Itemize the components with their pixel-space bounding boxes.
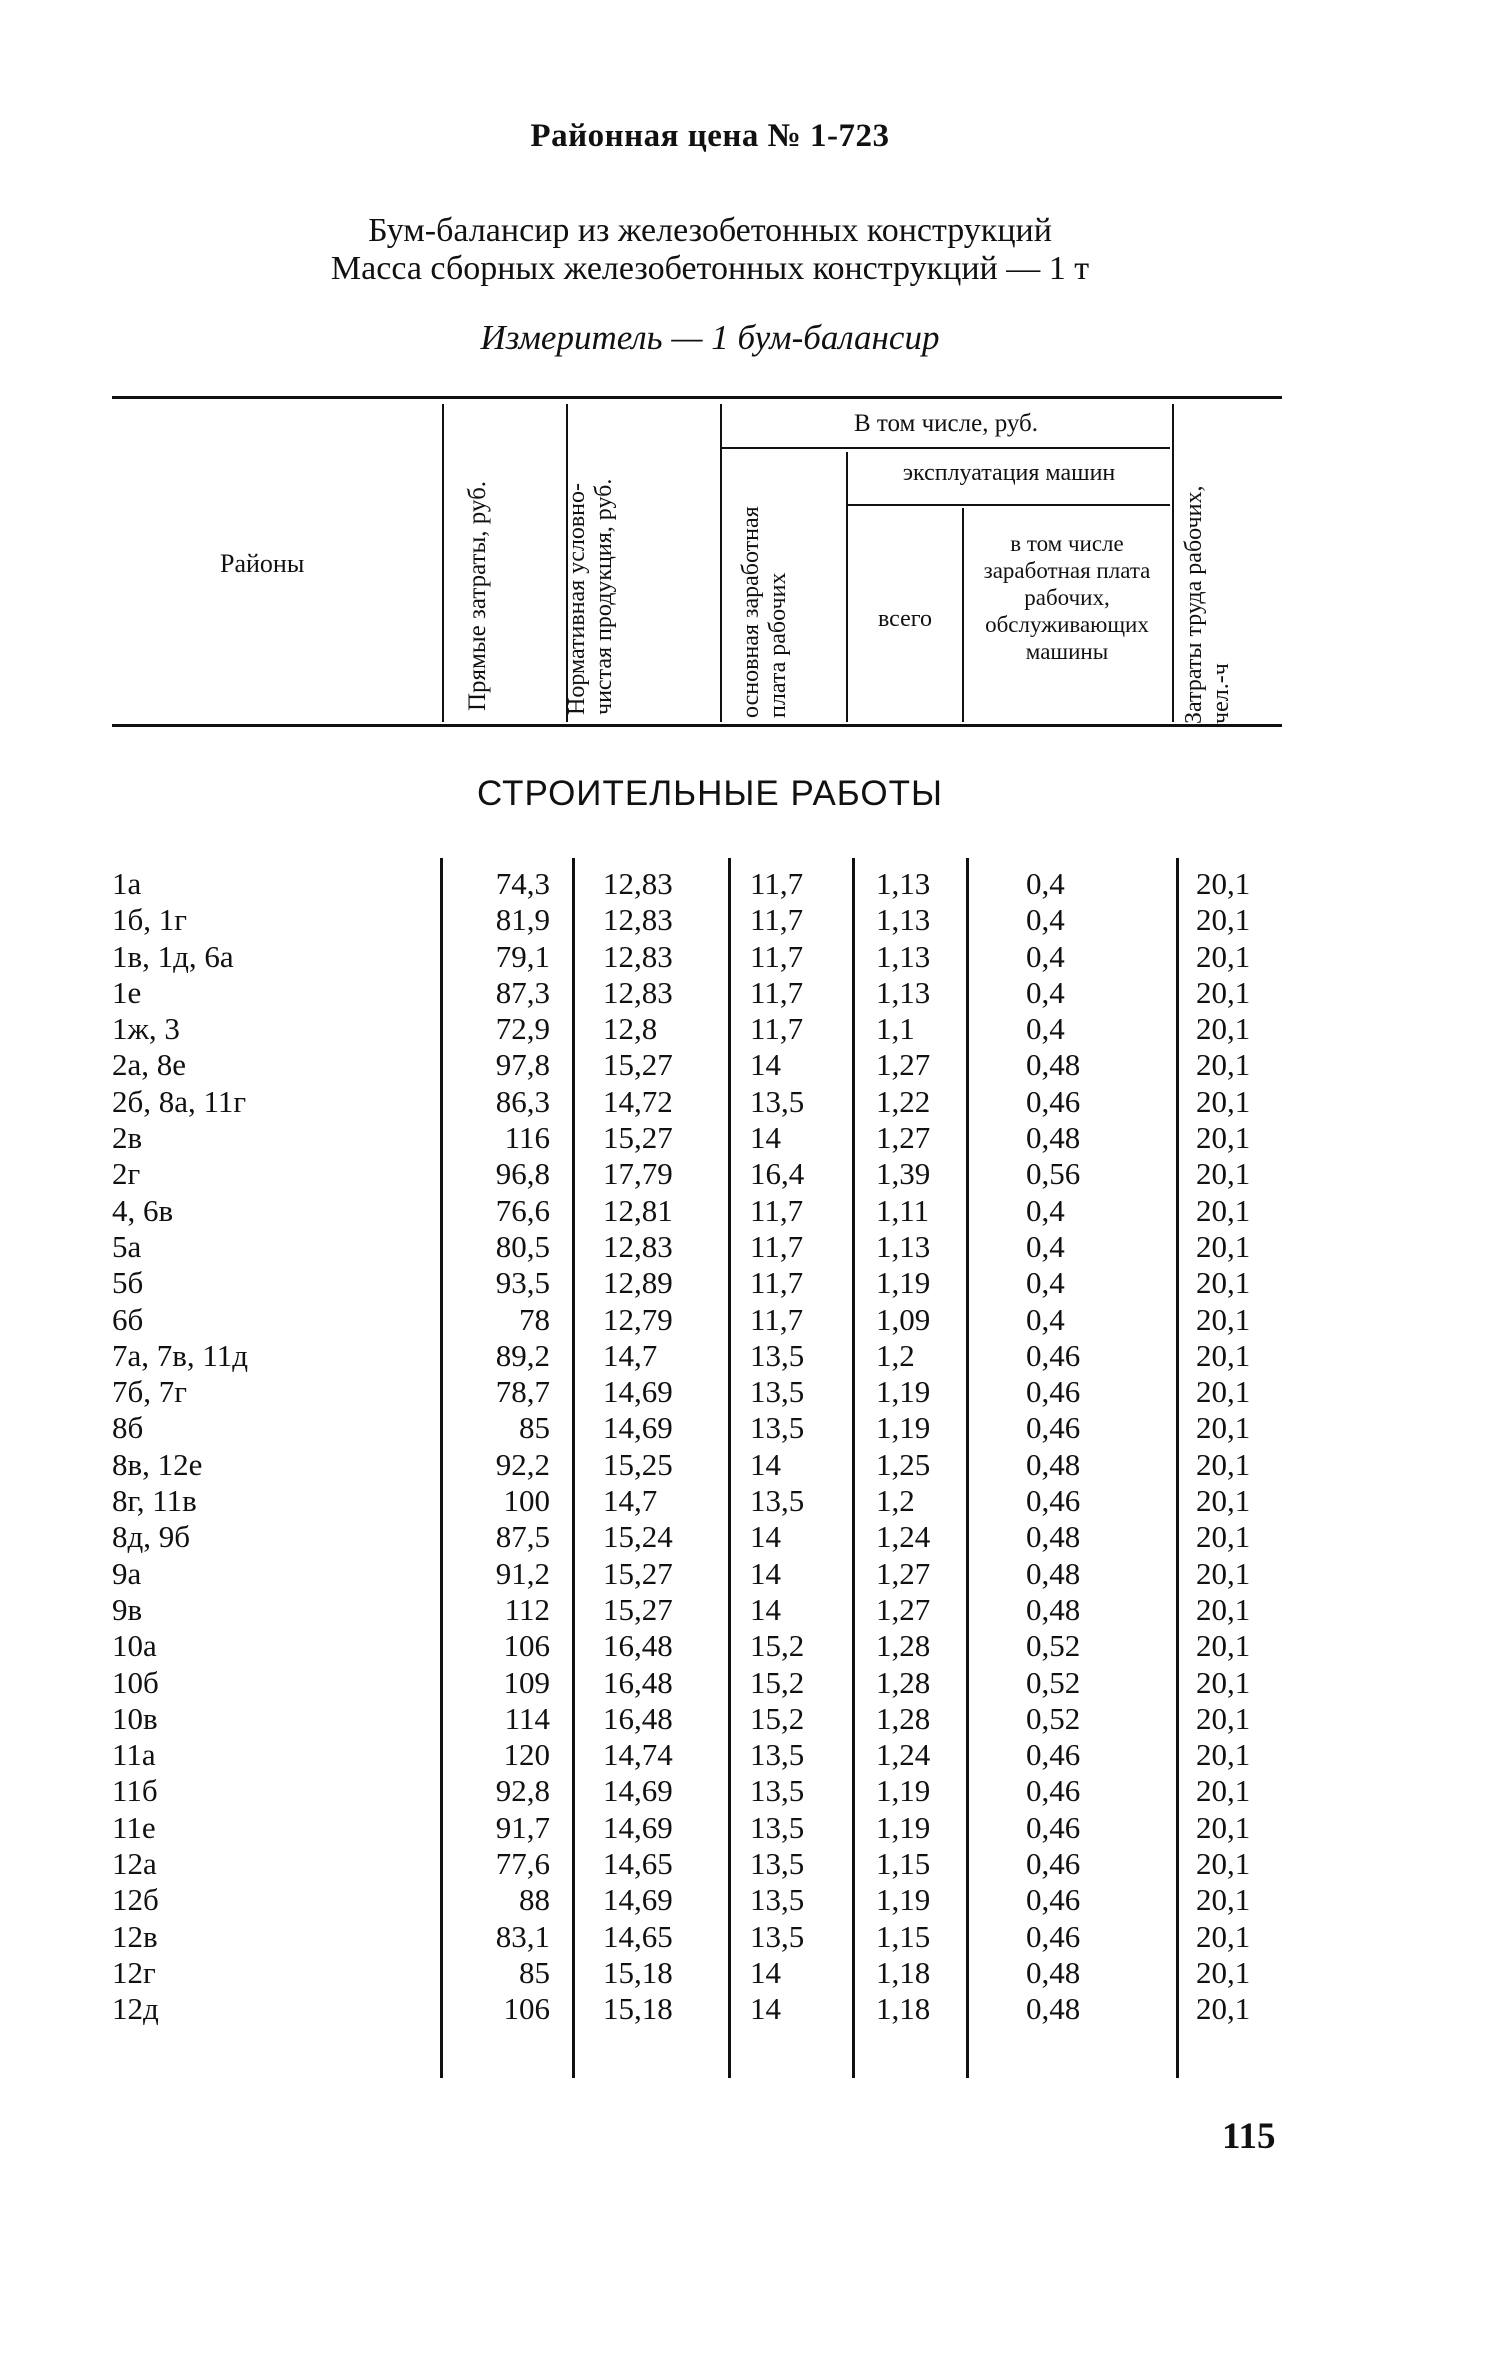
cell-total: 1,15: [876, 1918, 931, 1954]
cell-norm: 15,27: [603, 1555, 673, 1591]
page-title: Районная цена № 1-723: [530, 118, 890, 154]
cell-labor: 20,1: [1196, 1301, 1251, 1337]
cell-wage: 13,5: [750, 1410, 805, 1446]
cell-incl: 0,4: [1026, 1011, 1065, 1047]
cell-incl: 0,48: [1026, 1555, 1081, 1591]
cell-total: 1,19: [876, 1882, 931, 1918]
cell-incl: 0,4: [1026, 1301, 1065, 1337]
cell-norm: 14,69: [603, 1809, 673, 1845]
cell-direct: 91,2: [495, 1555, 550, 1591]
cell-labor: 20,1: [1196, 1846, 1251, 1882]
cell-incl: 0,4: [1026, 974, 1065, 1010]
cell-total: 1,1: [876, 1011, 915, 1047]
cell-total: 1,25: [876, 1446, 931, 1482]
cell-total: 1,28: [876, 1628, 931, 1664]
cell-wage: 13,5: [750, 1809, 805, 1845]
col-divider-3: [720, 404, 722, 722]
header-bottom-rule: [112, 724, 1282, 727]
cell-wage: 11,7: [750, 974, 804, 1010]
table-row: [0, 1302, 1420, 1338]
cell-direct: 85: [519, 1410, 550, 1446]
cell-norm: 12,81: [603, 1192, 673, 1228]
cell-region: 1а: [112, 866, 142, 901]
cell-norm: 14,69: [603, 1773, 673, 1809]
cell-total: 1,18: [876, 1991, 931, 2027]
cell-direct: 76,6: [495, 1192, 550, 1228]
cell-region: 10б: [112, 1664, 159, 1700]
cell-direct: 112: [504, 1591, 550, 1627]
table-row: [0, 1592, 1420, 1628]
cell-direct: 114: [504, 1700, 550, 1736]
cell-wage: 15,2: [750, 1628, 805, 1664]
table-row: [0, 1374, 1420, 1410]
cell-total: 1,28: [876, 1700, 931, 1736]
cell-wage: 15,2: [750, 1700, 805, 1736]
header-base-wage: основная заработная плата рабочих: [738, 506, 791, 718]
cell-incl: 0,46: [1026, 1483, 1081, 1519]
cell-wage: 11,7: [750, 1228, 804, 1264]
cell-incl: 0,46: [1026, 1773, 1081, 1809]
cell-incl: 0,48: [1026, 1991, 1081, 2027]
cell-region: 7б, 7г: [112, 1374, 187, 1410]
cell-wage: 14: [750, 1047, 781, 1083]
cell-labor: 20,1: [1196, 1954, 1251, 1990]
cell-labor: 20,1: [1196, 1918, 1251, 1954]
cell-incl: 0,46: [1026, 1410, 1081, 1446]
cell-norm: 14,72: [603, 1083, 673, 1119]
cell-direct: 89,2: [495, 1337, 550, 1373]
header-top-rule: [112, 396, 1282, 399]
cell-incl: 0,46: [1026, 1809, 1081, 1845]
cell-region: 11е: [112, 1809, 156, 1845]
cell-incl: 0,52: [1026, 1628, 1081, 1664]
cell-wage: 13,5: [750, 1846, 805, 1882]
header-direct-costs: Прямые затраты, руб.: [464, 480, 491, 711]
table-row: [0, 939, 1420, 975]
cell-incl: 0,52: [1026, 1664, 1081, 1700]
cell-norm: 12,83: [603, 938, 673, 974]
cell-labor: 20,1: [1196, 1374, 1251, 1410]
cell-direct: 86,3: [495, 1083, 550, 1119]
table-row: [0, 1011, 1420, 1047]
cell-region: 1в, 1д, 6а: [112, 938, 234, 974]
table-row: [0, 1737, 1420, 1773]
col-divider-4: [846, 452, 848, 722]
cell-region: 8г, 11в: [112, 1483, 197, 1519]
cell-region: 5а: [112, 1228, 142, 1264]
cell-region: 12б: [112, 1882, 159, 1918]
header-machines-total: всего: [877, 606, 933, 632]
cell-region: 2в: [112, 1120, 143, 1156]
cell-total: 1,13: [876, 974, 931, 1010]
cell-norm: 12,83: [603, 866, 673, 901]
cell-wage: 14: [750, 1954, 781, 1990]
price-table-body: [0, 866, 1420, 2028]
cell-incl: 0,4: [1026, 938, 1065, 974]
table-row: [0, 1410, 1420, 1446]
cell-direct: 74,3: [495, 866, 550, 901]
cell-direct: 106: [503, 1991, 550, 2027]
cell-direct: 92,8: [495, 1773, 550, 1809]
cell-region: 5б: [112, 1265, 144, 1301]
cell-wage: 13,5: [750, 1337, 805, 1373]
cell-region: 2б, 8а, 11г: [112, 1083, 247, 1119]
cell-incl: 0,56: [1026, 1156, 1081, 1192]
cell-direct: 78,7: [495, 1374, 550, 1410]
cell-norm: 14,7: [603, 1337, 658, 1373]
cell-direct: 80,5: [495, 1228, 550, 1264]
cell-region: 2г: [112, 1156, 141, 1192]
cell-norm: 14,69: [603, 1410, 673, 1446]
table-row: [0, 1882, 1420, 1918]
table-row: [0, 1701, 1420, 1737]
cell-norm: 12,89: [603, 1265, 673, 1301]
cell-labor: 20,1: [1196, 1737, 1251, 1773]
cell-norm: 12,83: [603, 902, 673, 938]
cell-wage: 11,7: [750, 902, 804, 938]
cell-direct: 79,1: [495, 938, 550, 974]
cell-total: 1,2: [876, 1337, 915, 1373]
cell-region: 12г: [112, 1954, 156, 1990]
table-row: [0, 1084, 1420, 1120]
cell-incl: 0,48: [1026, 1954, 1081, 1990]
cell-direct: 96,8: [495, 1156, 550, 1192]
cell-incl: 0,46: [1026, 1374, 1081, 1410]
cell-labor: 20,1: [1196, 1809, 1251, 1845]
cell-total: 1,24: [876, 1737, 931, 1773]
cell-labor: 20,1: [1196, 1664, 1251, 1700]
cell-direct: 78: [519, 1301, 550, 1337]
cell-labor: 20,1: [1196, 1120, 1251, 1156]
cell-wage: 14: [750, 1591, 781, 1627]
table-row: [0, 1229, 1420, 1265]
cell-labor: 20,1: [1196, 1228, 1251, 1264]
table-row: [0, 1919, 1420, 1955]
cell-region: 7а, 7в, 11д: [112, 1337, 249, 1373]
cell-incl: 0,52: [1026, 1700, 1081, 1736]
cell-region: 11б: [112, 1773, 158, 1809]
cell-region: 9в: [112, 1591, 143, 1627]
cell-norm: 16,48: [603, 1628, 673, 1664]
cell-direct: 100: [503, 1483, 550, 1519]
cell-region: 8в, 12е: [112, 1446, 203, 1482]
page-number: 115: [1222, 2116, 1276, 2157]
cell-region: 10в: [112, 1700, 158, 1736]
cell-direct: 72,9: [495, 1011, 550, 1047]
cell-incl: 0,46: [1026, 1846, 1081, 1882]
cell-direct: 92,2: [495, 1446, 550, 1482]
cell-norm: 12,83: [603, 1228, 673, 1264]
cell-norm: 12,8: [603, 1011, 658, 1047]
cell-total: 1,27: [876, 1591, 931, 1627]
cell-total: 1,09: [876, 1301, 931, 1337]
cell-region: 8д, 9б: [112, 1519, 191, 1555]
cell-norm: 14,69: [603, 1374, 673, 1410]
cell-norm: 14,65: [603, 1846, 673, 1882]
table-row: [0, 1773, 1420, 1809]
section-heading: СТРОИТЕЛЬНЫЕ РАБОТЫ: [477, 774, 943, 813]
cell-direct: 116: [504, 1120, 550, 1156]
table-row: [0, 975, 1420, 1011]
cell-direct: 91,7: [495, 1809, 550, 1845]
measure-unit: Измеритель — 1 бум-балансир: [480, 318, 940, 357]
cell-total: 1,15: [876, 1846, 931, 1882]
cell-region: 1е: [112, 974, 142, 1010]
cell-incl: 0,48: [1026, 1519, 1081, 1555]
cell-labor: 20,1: [1196, 1483, 1251, 1519]
cell-direct: 77,6: [495, 1846, 550, 1882]
table-row: [0, 1483, 1420, 1519]
cell-wage: 11,7: [750, 1192, 804, 1228]
cell-total: 1,18: [876, 1954, 931, 1990]
cell-incl: 0,48: [1026, 1047, 1081, 1083]
cell-region: 11а: [112, 1737, 156, 1773]
header-machines: эксплуатация машин: [902, 460, 1116, 486]
cell-labor: 20,1: [1196, 1337, 1251, 1373]
cell-norm: 12,83: [603, 974, 673, 1010]
cell-norm: 12,79: [603, 1301, 673, 1337]
cell-incl: 0,4: [1026, 1192, 1065, 1228]
cell-region: 1б, 1г: [112, 902, 187, 938]
subtitle-line-2: Масса сборных железобетонных конструкций — 1 т: [330, 250, 1090, 287]
table-row: [0, 1665, 1420, 1701]
table-row: [0, 1120, 1420, 1156]
cell-region: 10а: [112, 1628, 157, 1664]
cell-direct: 83,1: [495, 1918, 550, 1954]
table-row: [0, 1265, 1420, 1301]
cell-wage: 11,7: [750, 938, 804, 974]
cell-total: 1,28: [876, 1664, 931, 1700]
cell-region: 12а: [112, 1846, 157, 1882]
header-labor: Затраты труда рабочих, чел.-ч: [1181, 485, 1234, 724]
cell-total: 1,13: [876, 1228, 931, 1264]
cell-total: 1,13: [876, 938, 931, 974]
cell-labor: 20,1: [1196, 1991, 1251, 2027]
cell-wage: 13,5: [750, 1918, 805, 1954]
cell-incl: 0,48: [1026, 1446, 1081, 1482]
cell-total: 1,19: [876, 1374, 931, 1410]
cell-norm: 15,24: [603, 1519, 673, 1555]
cell-direct: 106: [503, 1628, 550, 1664]
cell-labor: 20,1: [1196, 1446, 1251, 1482]
table-row: [0, 902, 1420, 938]
cell-region: 1ж, 3: [112, 1011, 180, 1047]
cell-direct: 120: [503, 1737, 550, 1773]
cell-norm: 15,18: [603, 1954, 673, 1990]
cell-direct: 109: [503, 1664, 550, 1700]
table-row: [0, 1047, 1420, 1083]
cell-wage: 11,7: [750, 1011, 804, 1047]
cell-norm: 14,65: [603, 1918, 673, 1954]
cell-wage: 14: [750, 1519, 781, 1555]
cell-wage: 16,4: [750, 1156, 805, 1192]
cell-total: 1,24: [876, 1519, 931, 1555]
cell-labor: 20,1: [1196, 866, 1251, 901]
cell-labor: 20,1: [1196, 1591, 1251, 1627]
cell-labor: 20,1: [1196, 938, 1251, 974]
cell-total: 1,11: [876, 1192, 930, 1228]
cell-labor: 20,1: [1196, 902, 1251, 938]
cell-norm: 14,7: [603, 1483, 658, 1519]
cell-labor: 20,1: [1196, 974, 1251, 1010]
cell-total: 1,13: [876, 866, 931, 901]
cell-wage: 11,7: [750, 1301, 804, 1337]
cell-direct: 85: [519, 1954, 550, 1990]
cell-total: 1,13: [876, 902, 931, 938]
cell-labor: 20,1: [1196, 1773, 1251, 1809]
cell-wage: 14: [750, 1446, 781, 1482]
cell-total: 1,22: [876, 1083, 931, 1119]
cell-direct: 97,8: [495, 1047, 550, 1083]
cell-incl: 0,4: [1026, 866, 1065, 901]
machines-group-rule: [846, 504, 1170, 506]
cell-region: 12в: [112, 1918, 158, 1954]
cell-norm: 16,48: [603, 1700, 673, 1736]
header-machines-wage: в том числе заработная плата рабочих, обслуживающих машины: [983, 531, 1151, 664]
cell-wage: 13,5: [750, 1882, 805, 1918]
cell-incl: 0,48: [1026, 1120, 1081, 1156]
cell-total: 1,2: [876, 1483, 915, 1519]
cell-labor: 20,1: [1196, 1700, 1251, 1736]
cell-labor: 20,1: [1196, 1519, 1251, 1555]
table-row: [0, 1156, 1420, 1192]
cell-labor: 20,1: [1196, 1083, 1251, 1119]
cell-labor: 20,1: [1196, 1011, 1251, 1047]
col-divider-1: [442, 404, 444, 722]
cell-norm: 15,27: [603, 1120, 673, 1156]
cell-norm: 15,18: [603, 1991, 673, 2027]
incl-group-rule: [722, 447, 1170, 449]
cell-labor: 20,1: [1196, 1192, 1251, 1228]
cell-norm: 16,48: [603, 1664, 673, 1700]
subtitle-line-1: Бум-балансир из железобетонных конструкций: [368, 212, 1052, 249]
cell-wage: 11,7: [750, 866, 804, 901]
cell-wage: 13,5: [750, 1374, 805, 1410]
cell-labor: 20,1: [1196, 1156, 1251, 1192]
cell-incl: 0,4: [1026, 1265, 1065, 1301]
cell-direct: 93,5: [495, 1265, 550, 1301]
cell-incl: 0,46: [1026, 1337, 1081, 1373]
cell-total: 1,19: [876, 1809, 931, 1845]
cell-region: 4, 6в: [112, 1192, 174, 1228]
header-incl-group: В том числе, руб.: [853, 410, 1039, 437]
cell-incl: 0,46: [1026, 1083, 1081, 1119]
cell-region: 2а, 8е: [112, 1047, 187, 1083]
cell-norm: 17,79: [603, 1156, 673, 1192]
cell-norm: 15,27: [603, 1047, 673, 1083]
cell-wage: 15,2: [750, 1664, 805, 1700]
table-row: [0, 1338, 1420, 1374]
header-region: Районы: [220, 549, 305, 578]
table-row: [0, 1955, 1420, 1991]
cell-incl: 0,4: [1026, 902, 1065, 938]
cell-region: 9а: [112, 1555, 142, 1591]
cell-total: 1,27: [876, 1555, 931, 1591]
cell-wage: 13,5: [750, 1483, 805, 1519]
cell-direct: 81,9: [495, 902, 550, 938]
cell-labor: 20,1: [1196, 1628, 1251, 1664]
cell-wage: 13,5: [750, 1773, 805, 1809]
cell-labor: 20,1: [1196, 1265, 1251, 1301]
cell-incl: 0,46: [1026, 1918, 1081, 1954]
table-row: [0, 1447, 1420, 1483]
cell-total: 1,27: [876, 1120, 931, 1156]
cell-labor: 20,1: [1196, 1555, 1251, 1591]
col-divider-6: [1172, 404, 1174, 722]
table-row: [0, 1519, 1420, 1555]
cell-total: 1,39: [876, 1156, 931, 1192]
cell-wage: 14: [750, 1555, 781, 1591]
table-row: [0, 1846, 1420, 1882]
cell-incl: 0,46: [1026, 1737, 1081, 1773]
cell-wage: 11,7: [750, 1265, 804, 1301]
cell-incl: 0,48: [1026, 1591, 1081, 1627]
cell-region: 8б: [112, 1410, 144, 1446]
table-row: [0, 1193, 1420, 1229]
cell-norm: 15,25: [603, 1446, 673, 1482]
cell-direct: 87,3: [495, 974, 550, 1010]
table-row: [0, 1628, 1420, 1664]
cell-wage: 13,5: [750, 1083, 805, 1119]
cell-total: 1,19: [876, 1773, 931, 1809]
cell-incl: 0,4: [1026, 1228, 1065, 1264]
cell-incl: 0,46: [1026, 1882, 1081, 1918]
cell-labor: 20,1: [1196, 1410, 1251, 1446]
cell-region: 12д: [112, 1991, 159, 2027]
cell-wage: 13,5: [750, 1737, 805, 1773]
cell-labor: 20,1: [1196, 1047, 1251, 1083]
header-normative: Нормативная условно-чистая продукция, руб.: [564, 478, 617, 715]
cell-total: 1,19: [876, 1410, 931, 1446]
col-divider-5: [962, 508, 964, 722]
table-row: [0, 1810, 1420, 1846]
cell-norm: 14,69: [603, 1882, 673, 1918]
cell-norm: 14,74: [603, 1737, 673, 1773]
cell-region: 6б: [112, 1301, 144, 1337]
cell-direct: 87,5: [495, 1519, 550, 1555]
cell-wage: 14: [750, 1120, 781, 1156]
table-row: [0, 1556, 1420, 1592]
cell-total: 1,19: [876, 1265, 931, 1301]
cell-direct: 88: [519, 1882, 550, 1918]
cell-total: 1,27: [876, 1047, 931, 1083]
table-row: [0, 866, 1420, 902]
cell-norm: 15,27: [603, 1591, 673, 1627]
cell-wage: 14: [750, 1991, 781, 2027]
table-row: [0, 1991, 1420, 2027]
cell-labor: 20,1: [1196, 1882, 1251, 1918]
